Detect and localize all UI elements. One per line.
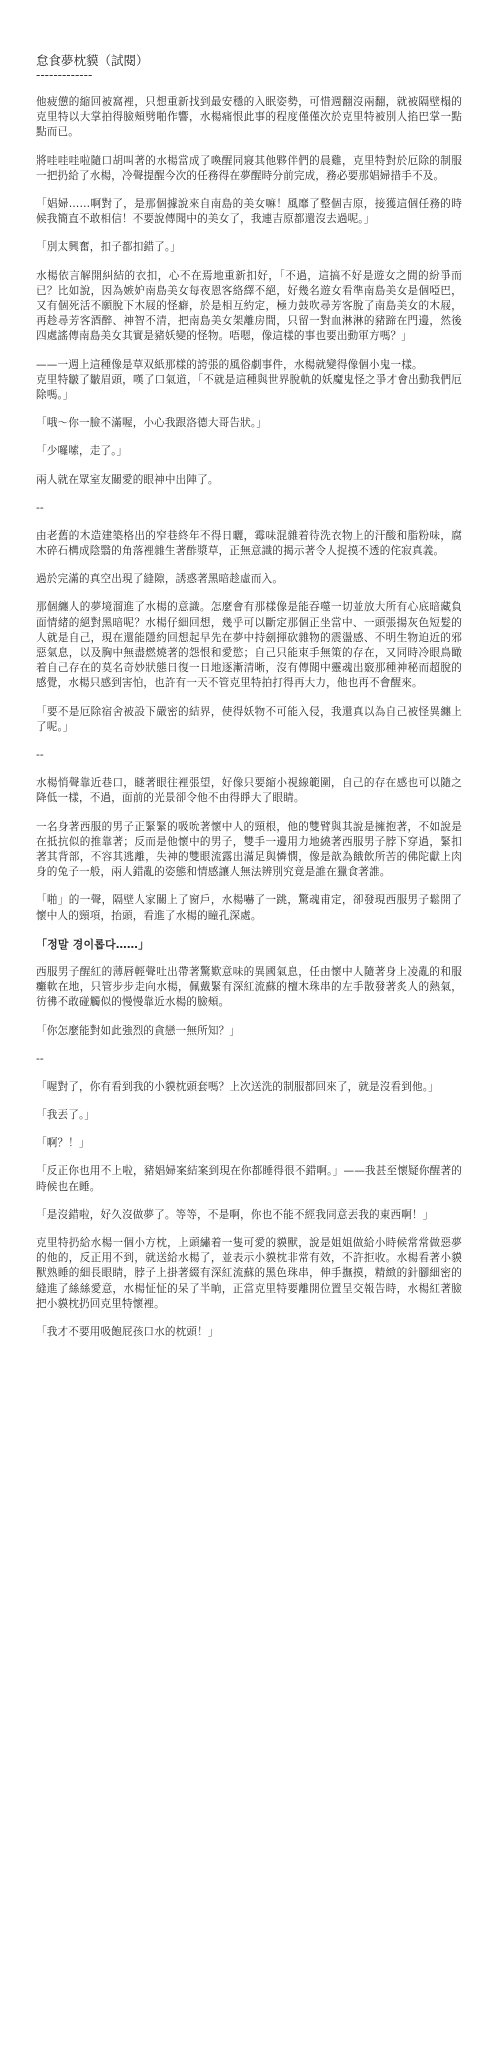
paragraph: 他疲憊的縮回被窩裡，只想重新找到最安穩的入眠姿勢，可惜週翻沒兩翻，就被隔壁榻的克里特以大掌拍得臉頰劈啪作響，水楊痛恨此事的程度僅僅次於克里特被別人掐巴掌一點點而已。 xyxy=(36,96,462,139)
paragraph: 「娼婦……啊對了，是那個據說來自南島的美女嘛！風靡了整個吉原，接獲這個任務的時候我簡直不敢相信！不要說傳聞中的美女了，我連吉原都還沒去過呢。」 xyxy=(36,198,462,226)
section-separator: -- xyxy=(36,749,44,762)
paragraph: 「別太興奮，扣子都扣錯了。」 xyxy=(36,241,182,254)
paragraph: 「啪」的一聲，隔壁人家關上了窗戶，水楊嚇了一跳，驚魂甫定，卻發現西服男子鬆開了懷中人的頸項，抬頭，看進了水楊的瞳孔深處。 xyxy=(36,894,462,922)
document-content xyxy=(36,95,462,1340)
paragraph: 「反正你也用不上啦，豬娼婦案結案到現在你都睡得很不錯啊。」——我甚至懷疑你醒著的時候也在睡。 xyxy=(36,1165,462,1193)
paragraph: 水楊依言解開糾結的衣扣，心不在焉地重新扣好，「不過，這搞不好是遊女之間的紛爭而已？比如說，因為嫉妒南島美女每夜恩客絡繹不絕，好幾名遊女看準南島美女是個啞巴，又有個死活不願脫下木屐的怪癖，於是相互約定，極力鼓吹尋芳客脫了南島美女的木屐，再趁尋芳客酒醉、神智不清，把南島美女架離房間，只留一對血淋淋的豬蹄在門邊，然後四處謠傳南島美女其實是豬妖變的怪物。唔嗯，像這樣的事也要出動軍方嗎？」 xyxy=(36,269,462,343)
paragraph: 由老舊的木造建築格出的窄巷終年不得日曬，霉味混雜着待洗衣物上的汗酸和脂粉味，腐木碎石構成陰翳的角落裡雜生著酢漿草，正無意識的揭示著令人捉摸不透的侘寂真義。 xyxy=(36,529,462,558)
foreign-dialogue-line: 「정말 경이롭다……」 xyxy=(36,937,150,951)
paragraph: 克里特扔給水楊一個小方枕，上頭繡着一隻可愛的貘獸，說是姐姐做給小時候常常做惡夢的他的，反正用不到，就送給水楊了，並表示小貘枕非常有效，不許拒收。水楊看著小貘獸熟睡的細長眼睛，脖子上掛著綴有深紅流蘇的黑色珠串，伸手撫摸，精緻的針腳細密的縫進了絲絲愛意，水楊怔怔的呆了半晌，正當克里特要離開位置呈交報告時，水楊紅著臉把小貘枕扔回克里特懷裡。 xyxy=(36,1236,462,1310)
paragraph: 「你怎麼能對如此強烈的貪戀一無所知？」 xyxy=(36,1024,241,1037)
paragraph: 西服男子醒紅的薄唇輕聲吐出帶著驚歎意味的異國氣息，任由懷中人隨著身上凌亂的和服癱軟在地，只管步步走向水楊，佩戴緊有深紅流蘇的檀木珠串的左手散發著炙人的熱氣，彷彿不敢碰觸似的慢慢靠近水楊的臉頰。 xyxy=(36,965,462,1009)
paragraph: 「是沒錯啦，好久沒做夢了。等等，不是啊，你也不能不經我同意丟我的東西啊！」 xyxy=(36,1208,434,1221)
paragraph: 「我丟了。」 xyxy=(36,1108,96,1121)
section-separator: -- xyxy=(36,1052,44,1065)
paragraph: 「少囉嗦，走了。」 xyxy=(36,445,128,458)
paragraph: 兩人就在眾室友關愛的眼神中出陣了。 xyxy=(36,473,219,486)
paragraph: 「啊？！」 xyxy=(36,1137,90,1150)
document-title: 怠食夢枕貘（試閱） xyxy=(36,53,149,68)
paragraph: 那個纏人的夢境溜進了水楊的意識。怎麼會有那樣像是能吞噬一切並放大所有心底暗藏負面情緒的絕對黑暗呢？水楊仔細回想，幾乎可以斷定那個正坐當中、一頭張揚灰色短髮的人就是自己，現在還能隱約回想起早先在夢中持劍揮砍雜物的震盪感、不明生物迫近的邪惡氣息，以及胸中無盡燃燒著的怨恨和愛慾；自己只能束手無策的存在，又同時冷眼鳥瞰着自己存在的莫名奇妙狀態日復一日地逐漸清晰，沒有傳聞中靈魂出竅那種神秘而超脫的感覺，水楊只感到害怕，也許有一天不管克里特拍打得再大力，他也再不會醒來。 xyxy=(36,601,462,690)
paragraph: 「哦～你一臉不滿喔，小心我跟洛德大哥告狀。」 xyxy=(36,417,268,430)
document-body xyxy=(36,52,462,1353)
paragraph: 一名身著西服的男子正緊緊的吸吮著懷中人的頸根，他的雙臂與其說是擁抱著，不如說是在抵抗似的推靠著；反而是他懷中的男子，雙手一邊用力地繞著西服男子脖下穿過，緊扣著其背部，不容其逃離，失神的雙眼流露出滿足與憐憫，像是歆為餓飲所苦的佛陀獻上肉身的兔子一般，兩人錯亂的姿態和情感讓人無法辨別究竟是誰在獵食著誰。 xyxy=(36,820,462,879)
paragraph: 水楊悄聲靠近巷口，瞇著眼往裡張望，好像只要縮小視線範圍，自己的存在感也可以隨之降低一樣，不過，面前的光景卻令他不由得睜大了眼睛。 xyxy=(36,777,462,805)
paragraph: 過於完滿的真空出現了縫隙，誘惑著黑暗趁虛而入。 xyxy=(36,573,284,586)
paragraph: ——一週上這種像是草双紙那樣的誇張的風俗劇事件，水楊就變得像個小鬼一樣。 克里特皺了皺眉頭，嘆了口氣道，「不就是這種與世界脫軌的妖魔鬼怪之爭才會出動我們厄除嗎。」 xyxy=(36,358,462,402)
section-separator: -- xyxy=(36,501,44,514)
title-underline: ------------- xyxy=(36,68,93,82)
paragraph: 「要不是厄除宿舍被設下嚴密的結界，使得妖物不可能入侵，我還真以為自己被怪異纏上了呢。」 xyxy=(36,705,462,733)
paragraph: 將哇哇哇啦隨口胡叫著的水楊當成了喚醒同寢其他夥伴們的晨雞，克里特對於厄除的制服一把扔給了水楊，冷聲提醒今次的任務得在夢醒時分前完成，務必要那娼婦措手不及。 xyxy=(36,154,462,182)
paragraph: 「喔對了，你有看到我的小貘枕頭套嗎？上次送洗的制服都回來了，就是沒看到他。」 xyxy=(36,1080,439,1093)
paragraph: 「我才不要用吸飽屁孩口水的枕頭！」 xyxy=(36,1325,219,1338)
